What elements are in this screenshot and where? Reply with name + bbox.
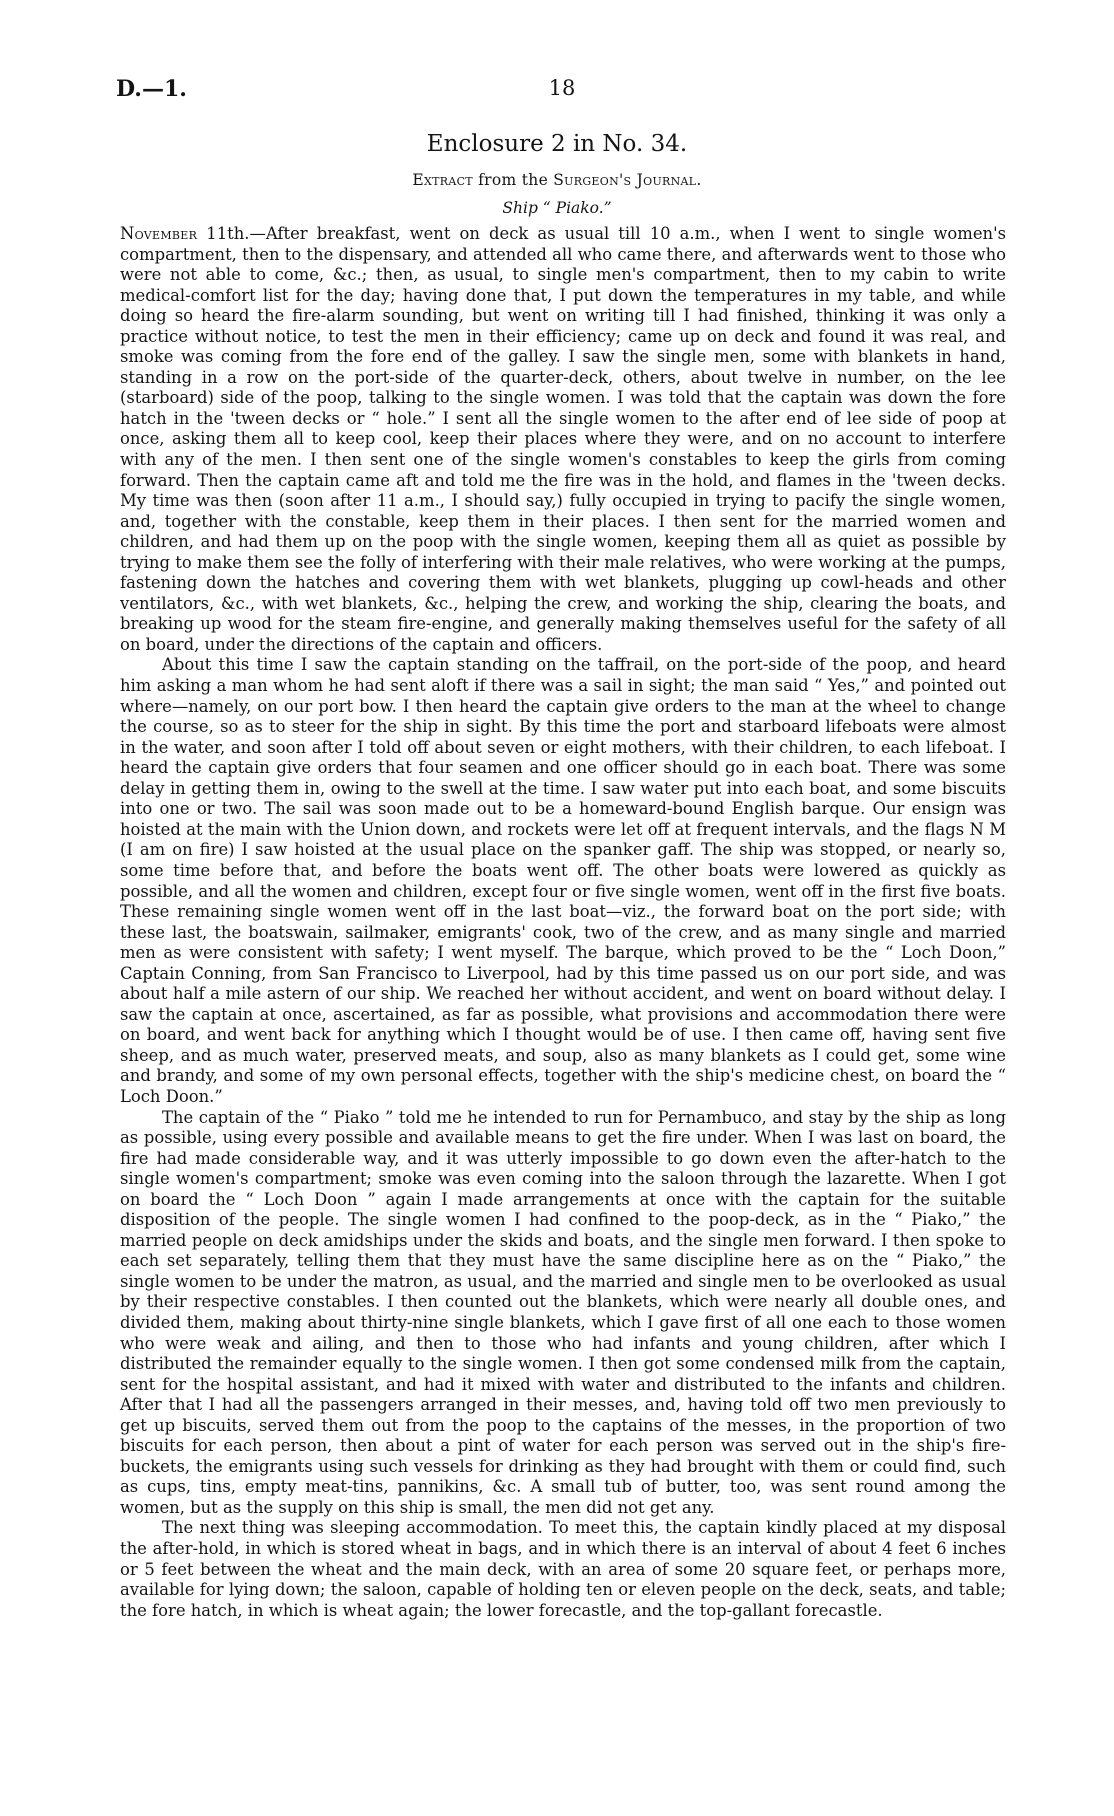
- subtitle-extract: Extract: [412, 171, 473, 189]
- subtitle-connector: from the: [472, 171, 554, 189]
- subtitle-source: Surgeon's Journal: [553, 171, 697, 189]
- enclosure-title: Enclosure 2 in No. 34.: [426, 131, 688, 157]
- subtitle-period: .: [696, 171, 702, 189]
- page-number: 18: [548, 76, 576, 100]
- paragraph-3: The captain of the “ Piako ” told me he intended to run for Pernambuco, and stay by the ship as long as possible, using every possible and available means to get the fire under. When I was last on board, the fire had made considerable way, and it was utterly impossible to go down even the after-hatch to the single women's compartment; smoke was even coming into the saloon through the lazarette. When I got on board the “ Loch Doon ” again I made arrangements at once with the captain for the suitable disposition of the people. The single women I had confined to the poop-deck, as in the “ Piako,” the married people on deck amidships under the skids and boats, and the single men forward. I then spoke to each set separately, telling them that they must have the same discipline here as on the “ Piako,” the single women to be under the matron, as usual, and the married and single men to be overlooked as usual by their respective constables. I then counted out the blankets, which were nearly all double ones, and divided them, making about thirty-nine single blankets, which I gave first of all one each to those women who were weak and ailing, and then to those who had infants and young children, after which I distributed the remainder equally to the single women. I then got some condensed milk from the captain, sent for the hospital assistant, and had it mixed with water and distributed to the infants and children. After that I had all the passengers arranged in their messes, and, having told off two men previously to get up biscuits, served them out from the poop to the captains of the messes, in the proportion of two biscuits for each person, then about a pint of water for each person was served out in the ship's fire-buckets, the emigrants using such vessels for drinking as they had brought with them or could find, such as cups, tins, empty meat-tins, pannikins, &c. A small tub of butter, too, was sent round among the women, but as the supply on this ship is small, the men did not get any.: [120, 1107, 1006, 1517]
- paragraph-2: About this time I saw the captain standing on the taffrail, on the port-side of the poop, and heard him asking a man whom he had sent aloft if there was a sail in sight; the man said “ Yes,” and pointed out where—namely, on our port bow. I then heard the captain give orders to the man at the wheel to change the course, so as to steer for the ship in sight. By this time the port and starboard lifeboats were almost in the water, and soon after I told off about seven or eight mothers, with their children, to each lifeboat. I heard the captain give orders that four seamen and one officer should go in each boat. There was some delay in getting them in, owing to the swell at the time. I saw water put into each boat, and some biscuits into one or two. The sail was soon made out to be a homeward-bound English barque. Our ensign was hoisted at the main with the Union down, and rockets were let off at frequent intervals, and the flags N M (I am on fire) I saw hoisted at the usual place on the spanker gaff. The ship was stopped, or nearly so, some time before that, and before the boats went off. The other boats were lowered as quickly as possible, and all the women and children, except four or five single women, went off in the first five boats. These remaining single women went off in the last boat—viz., the forward boat on the port side; with these last, the boatswain, sailmaker, emigrants' cook, two of the crew, and as many single and married men as were consistent with safety; I went myself. The barque, which proved to be the “ Loch Doon,” Captain Conning, from San Francisco to Liverpool, had by this time passed us on our port side, and was about half a mile astern of our ship. We reached her without accident, and went on board without delay. I saw the captain at once, ascertained, as far as possible, what provisions and accommodation there were on board, and went back for anything which I thought would be of use. I then came off, having sent five sheep, and as much water, preserved meats, and soup, also as many blankets as I could get, some wine and brandy, and some of my own personal effects, together with the ship's medicine chest, on board the “ Loch Doon.”: [120, 655, 1006, 1106]
- ship-name: Ship “ Piako.”: [502, 199, 612, 217]
- paragraph-4: The next thing was sleeping accommodation. To meet this, the captain kindly placed at my disposal the after-hold, in which is stored wheat in bags, and in which there is an interval of about 4 feet 6 inches or 5 feet between the wheat and the main deck, with an area of some 20 square feet, or perhaps more, available for lying down; the saloon, capable of holding ten or eleven people on the deck, seats, and table; the fore hatch, in which is wheat again; the lower forecastle, and the top-gallant forecastle.: [120, 1518, 1006, 1620]
- date-lead: November: [120, 224, 198, 243]
- paragraph-1-text: 11th.—After breakfast, went on deck as usual till 10 a.m., when I went to single women's compartment, then to the dispensary, and attended all who came there, and afterwards went to those who were not able to come, &c.; then, as usual, to single men's compartment, then to my cabin to write medical-comfort list for the day; having done that, I put down the temperatures in my table, and while doing so heard the fire-alarm sounding, but went on writing till I had finished, thinking it was only a practice without notice, to test the men in their efficiency; came up on deck and found it was real, and smoke was coming from the fore end of the galley. I saw the single men, some with blankets in hand, standing in a row on the port-side of the quarter-deck, others, about twelve in number, on the lee (starboard) side of the poop, talking to the single women. I was told that the captain was down the fore hatch in the 'tween decks or “ hole.” I sent all the single women to the after end of lee side of poop at once, asking them all to keep cool, keep their places where they were, and on no account to interfere with any of the men. I then sent one of the single women's constables to keep the girls from coming forward. Then the captain came aft and told me the fire was in the hold, and flames in the 'tween decks. My time was then (soon after 11 a.m., I should say,) fully occupied in trying to pacify the single women, and, together with the constable, keep them in their places. I then sent for the married women and children, and had them up on the poop with the single women, keeping them all as quiet as possible by trying to make them see the folly of interfering with their male relatives, who were working at the pumps, fastening down the hatches and covering them with wet blankets, plugging up cowl-heads and other ventilators, &c., with wet blankets, &c., helping the crew, and working the ship, clearing the boats, and breaking up wood for the steam fire-engine, and generally making themselves useful for the safety of all on board, under the directions of the captain and officers.: [120, 224, 1006, 654]
- paragraph-1: [120, 224, 1006, 655]
- page-header: [116, 76, 1008, 106]
- document-reference: D.—1.: [116, 76, 187, 102]
- document-subtitle: [0, 171, 1114, 189]
- journal-body: [120, 224, 1006, 1621]
